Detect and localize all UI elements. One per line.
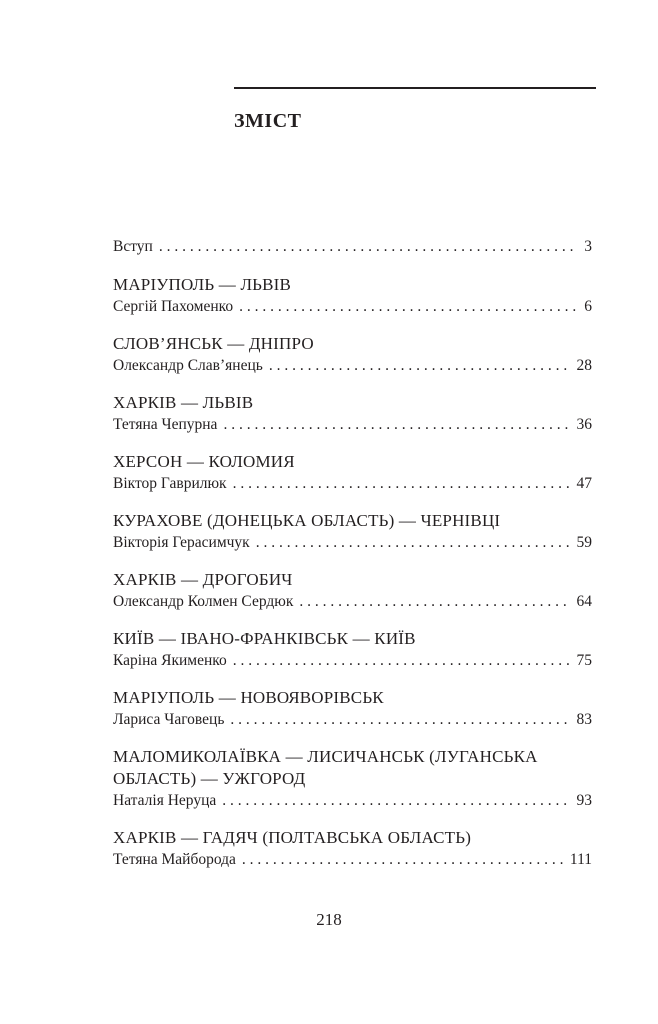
toc-line xyxy=(113,236,592,258)
toc-entry xyxy=(113,687,592,731)
toc-author: Сергій Пахоменко xyxy=(113,298,234,315)
toc-author: Вікторія Герасимчук xyxy=(113,534,250,551)
dot-leader xyxy=(159,236,578,258)
page-number: 111 xyxy=(569,851,592,868)
dot-leader xyxy=(223,414,570,436)
toc-title: КИЇВ — ІВАНО-ФРАНКІВСЬК — КИЇВ xyxy=(113,629,416,648)
page-number: 59 xyxy=(576,534,592,551)
toc-title: ХАРКІВ — ДРОГОБИЧ xyxy=(113,570,293,589)
toc-author: Каріна Якименко xyxy=(113,652,227,669)
dot-leader xyxy=(299,591,570,613)
toc-line xyxy=(113,532,592,554)
toc-title: СЛОВ’ЯНСЬК — ДНІПРО xyxy=(113,334,314,353)
toc-title: МАРІУПОЛЬ — НОВОЯВОРІВСЬК xyxy=(113,688,384,707)
toc-line xyxy=(113,355,592,377)
dot-leader xyxy=(233,473,571,495)
toc-entry xyxy=(113,274,592,318)
toc-line xyxy=(113,849,592,871)
toc-entry-intro xyxy=(113,236,592,258)
folio-page-number: 218 xyxy=(316,910,342,929)
toc-line xyxy=(113,473,592,495)
toc-author: Тетяна Майборода xyxy=(113,851,236,868)
dot-leader xyxy=(230,709,570,731)
toc-line xyxy=(113,790,592,812)
page-number: 75 xyxy=(576,652,592,669)
toc-author: Віктор Гаврилюк xyxy=(113,475,227,492)
toc-text: Вступ xyxy=(113,238,153,255)
page-heading: ЗМІСТ xyxy=(234,110,302,132)
toc-title: ХЕРСОН — КОЛОМИЯ xyxy=(113,452,295,471)
toc-title-line-1: МАЛОМИКОЛАЇВКА — ЛИСИЧАНСЬК (ЛУГАНСЬКА xyxy=(113,747,538,766)
toc-entry xyxy=(113,510,592,554)
dot-leader xyxy=(269,355,571,377)
toc-line xyxy=(113,591,592,613)
toc-title: МАРІУПОЛЬ — ЛЬВІВ xyxy=(113,275,292,294)
toc-author: Лариса Чаговець xyxy=(113,711,225,728)
page-number: 28 xyxy=(576,357,592,374)
page-number: 3 xyxy=(584,238,592,255)
toc-entry xyxy=(113,746,592,812)
toc-author: Тетяна Чепурна xyxy=(113,416,218,433)
dot-leader xyxy=(233,650,571,672)
toc-title: ХАРКІВ — ЛЬВІВ xyxy=(113,393,254,412)
toc-title: ХАРКІВ — ГАДЯЧ (ПОЛТАВСЬКА ОБЛАСТЬ) xyxy=(113,828,472,847)
heading-rule xyxy=(234,87,596,89)
toc-entry xyxy=(113,628,592,672)
toc-entry xyxy=(113,569,592,613)
dot-leader xyxy=(242,849,564,871)
toc-author: Наталія Неруца xyxy=(113,792,217,809)
toc-line xyxy=(113,296,592,318)
toc-line xyxy=(113,709,592,731)
dot-leader xyxy=(239,296,578,318)
table-of-contents xyxy=(113,236,592,886)
page-number: 36 xyxy=(576,416,592,433)
toc-entry xyxy=(113,333,592,377)
toc-title-line-2: ОБЛАСТЬ) — УЖГОРОД xyxy=(113,769,306,788)
page-number: 47 xyxy=(576,475,592,492)
toc-entry xyxy=(113,451,592,495)
toc-line xyxy=(113,650,592,672)
toc-line xyxy=(113,414,592,436)
toc-author: Олександр Слав’янець xyxy=(113,357,263,374)
toc-title: КУРАХОВЕ (ДОНЕЦЬКА ОБЛАСТЬ) — ЧЕРНІВЦІ xyxy=(113,511,501,530)
toc-entry xyxy=(113,392,592,436)
page-number: 83 xyxy=(576,711,592,728)
dot-leader xyxy=(222,790,570,812)
page-number: 6 xyxy=(584,298,592,315)
toc-author: Олександр Колмен Сердюк xyxy=(113,593,294,610)
page-number: 93 xyxy=(576,792,592,809)
page-number: 64 xyxy=(576,593,592,610)
toc-entry xyxy=(113,827,592,871)
dot-leader xyxy=(256,532,571,554)
